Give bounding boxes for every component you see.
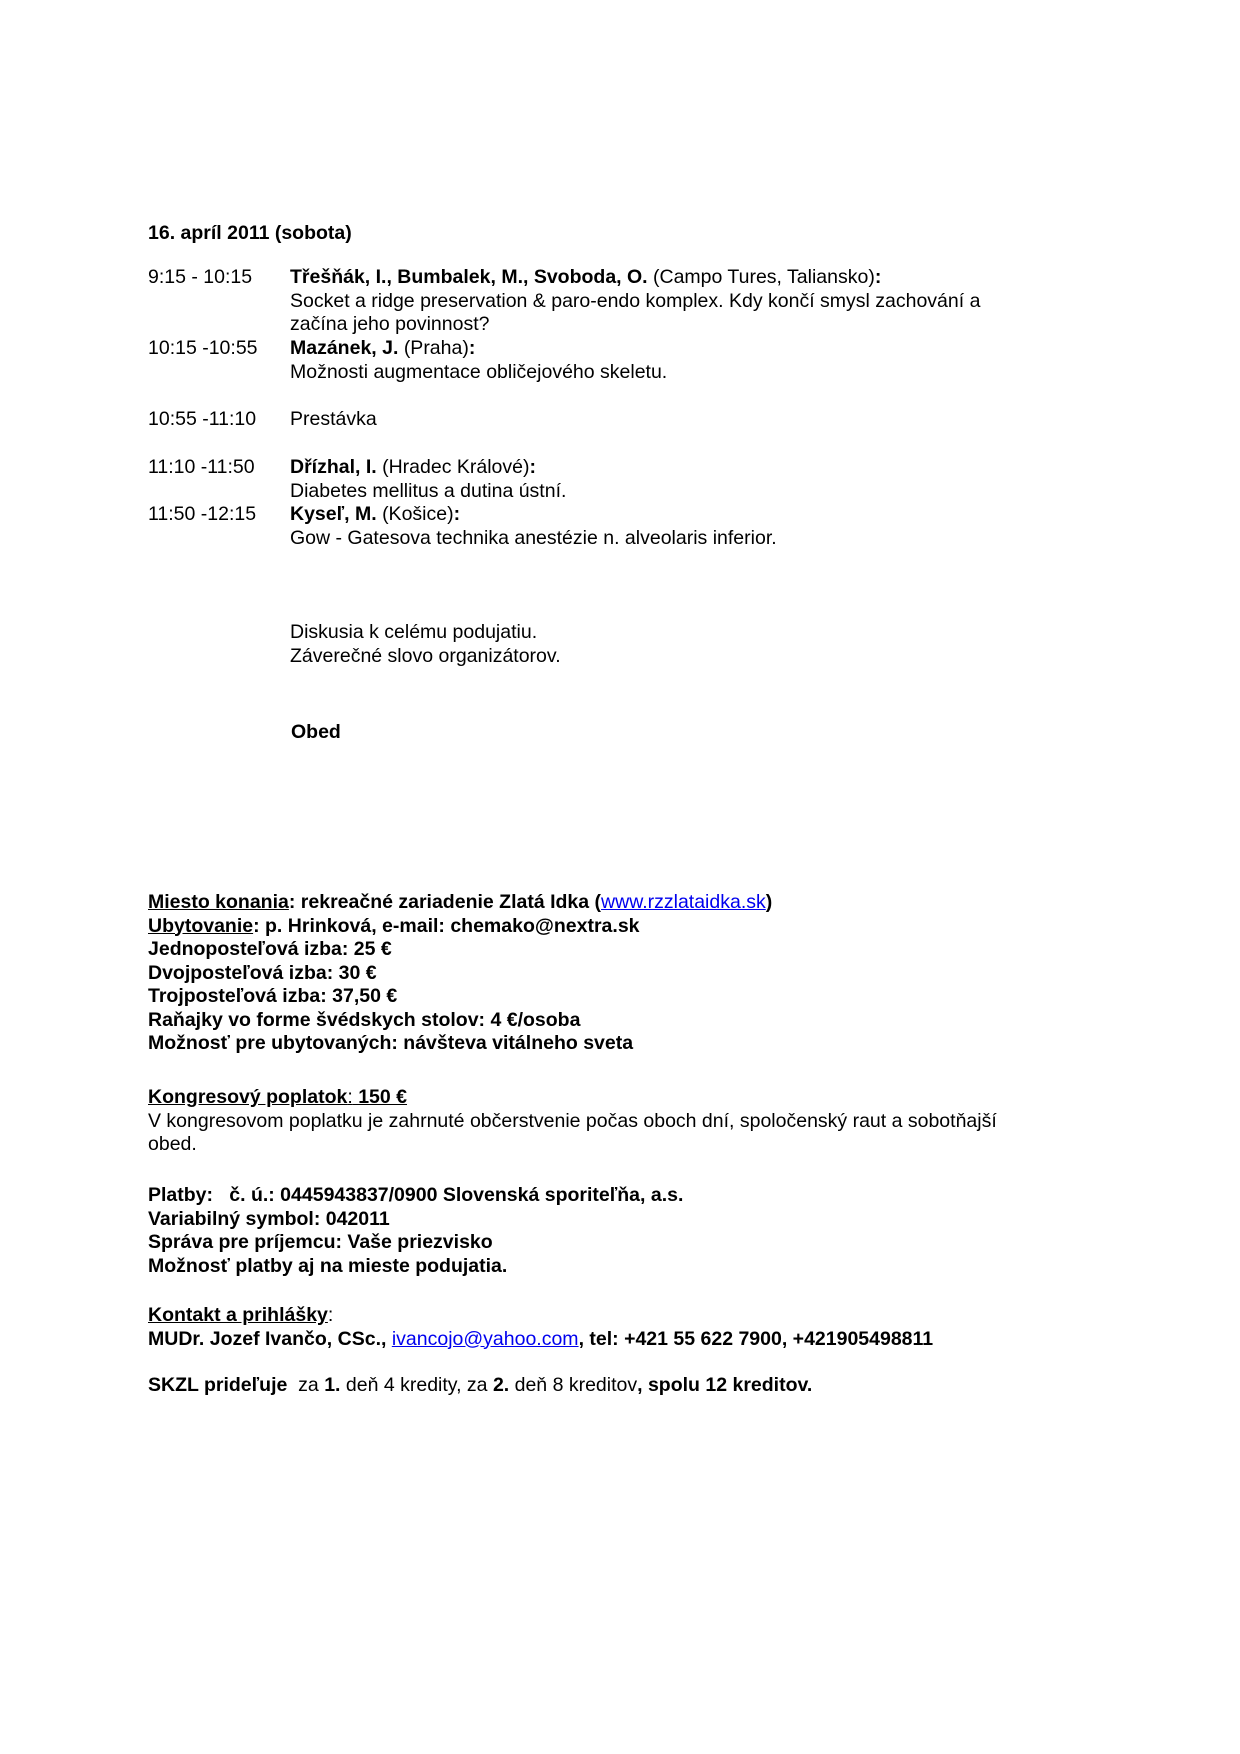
credits-text: deň 4 kredity, za	[340, 1374, 493, 1396]
contact-email-link[interactable]: ivancojo@yahoo.com	[391, 1327, 579, 1350]
talk-title-line: Socket a ridge preservation & paro-endo komplex. Kdy končí smysl zachování a	[290, 289, 981, 312]
fee-line	[148, 1086, 997, 1110]
credits-day1: 1.	[324, 1374, 341, 1396]
fee-amount: 150 €	[352, 1086, 408, 1108]
day-heading: 16. apríl 2011 (sobota)	[148, 222, 352, 244]
colon: :	[468, 337, 476, 359]
accommodation-line	[148, 915, 772, 939]
accommodation-contact: : p. Hrinková, e-mail: chemako@nextra.sk	[253, 914, 640, 937]
venue-line	[148, 891, 772, 915]
schedule-time: 10:15 -10:55	[148, 337, 258, 359]
fee-block	[148, 1086, 997, 1157]
schedule-content	[290, 456, 566, 503]
colon: :	[453, 503, 461, 525]
contact-label: Kontakt a prihlášky	[148, 1304, 328, 1326]
breakfast-price: Raňajky vo forme švédskych stolov: 4 €/osoba	[148, 1008, 581, 1031]
schedule-time: 10:55 -11:10	[148, 408, 257, 430]
room-price: Dvojposteľová izba: 30 €	[148, 961, 377, 984]
schedule-time: 11:50 -12:15	[148, 503, 257, 525]
venue-website-link[interactable]: www.rzzlataidka.sk	[601, 891, 766, 913]
talk-title-line: Gow - Gatesova technika anestézie n. alveolaris inferior.	[290, 526, 777, 549]
payment-message: Správa pre príjemcu: Vaše priezvisko	[148, 1231, 493, 1253]
schedule-content	[290, 337, 667, 384]
discussion-text: Diskusia k celému podujatiu.	[290, 621, 538, 643]
credits-text: deň 8 kreditov	[509, 1374, 638, 1396]
contact-line	[148, 1328, 933, 1352]
final-word-text: Záverečné slovo organizátorov.	[290, 644, 561, 667]
fee-description-line: obed.	[148, 1133, 197, 1155]
wellness-option: Možnosť pre ubytovaných: návšteva vitálneho sveta	[148, 1032, 634, 1054]
contact-phones: , tel: +421 55 622 7900, +421905498811	[578, 1327, 934, 1350]
fee-colon: :	[347, 1086, 353, 1108]
fee-description-line: V kongresovom poplatku je zahrnuté občerstvenie počas oboch dní, spoločenský raut a sobotňajší	[148, 1109, 997, 1132]
credits-line	[148, 1374, 812, 1398]
venue-label: Miesto konania	[148, 891, 289, 913]
location: (Campo Tures, Taliansko)	[653, 266, 875, 288]
talk-title-line: Možnosti augmentace obličejového skeletu.	[290, 360, 668, 383]
contact-colon: :	[327, 1304, 334, 1326]
location: (Hradec Králové)	[382, 456, 530, 478]
closing-block	[290, 621, 561, 668]
schedule-time: 9:15 - 10:15	[148, 266, 253, 288]
fee-label: Kongresový poplatok	[148, 1086, 348, 1108]
payment-account: Platby: č. ú.: 0445943837/0900 Slovenská sporiteľňa, a.s.	[148, 1184, 684, 1206]
location: (Košice)	[382, 503, 454, 525]
schedule-content	[290, 503, 777, 550]
speakers: Třešňák, I., Bumbalek, M., Svoboda, O.	[290, 266, 648, 288]
speakers: Dřízhal, I.	[290, 456, 377, 478]
colon: :	[874, 266, 882, 288]
accommodation-label: Ubytovanie	[148, 914, 254, 937]
contact-heading	[148, 1304, 933, 1328]
schedule-content	[290, 266, 980, 337]
room-price: Jednoposteľová izba: 25 €	[148, 938, 392, 960]
credits-org: SKZL prideľuje	[148, 1374, 293, 1396]
variable-symbol: Variabilný symbol: 042011	[148, 1207, 390, 1230]
talk-title-line: začína jeho povinnost?	[290, 313, 490, 335]
venue-text: : rekreačné zariadenie Zlatá Idka (	[288, 891, 602, 913]
venue-close-paren: )	[765, 891, 773, 913]
speakers: Mazánek, J.	[290, 337, 399, 359]
lunch-label: Obed	[291, 721, 341, 743]
venue-accommodation-block	[148, 891, 772, 1056]
room-price: Trojposteľová izba: 37,50 €	[148, 985, 398, 1007]
talk-title-line: Diabetes mellitus a dutina ústní.	[290, 479, 567, 502]
schedule-time: 11:10 -11:50	[148, 456, 255, 478]
contact-block	[148, 1304, 933, 1351]
credits-day2: 2.	[492, 1374, 510, 1396]
location: (Praha)	[403, 337, 469, 359]
speakers: Kyseľ, M.	[290, 503, 377, 525]
payment-block	[148, 1184, 683, 1278]
colon: :	[529, 456, 536, 478]
credits-text: za	[292, 1374, 325, 1396]
onsite-payment-note: Možnosť platby aj na mieste podujatia.	[148, 1254, 508, 1277]
contact-name: MUDr. Jozef Ivančo, CSc.,	[148, 1327, 392, 1350]
break-label: Prestávka	[290, 408, 377, 430]
credits-total: , spolu 12 kreditov.	[637, 1374, 813, 1396]
